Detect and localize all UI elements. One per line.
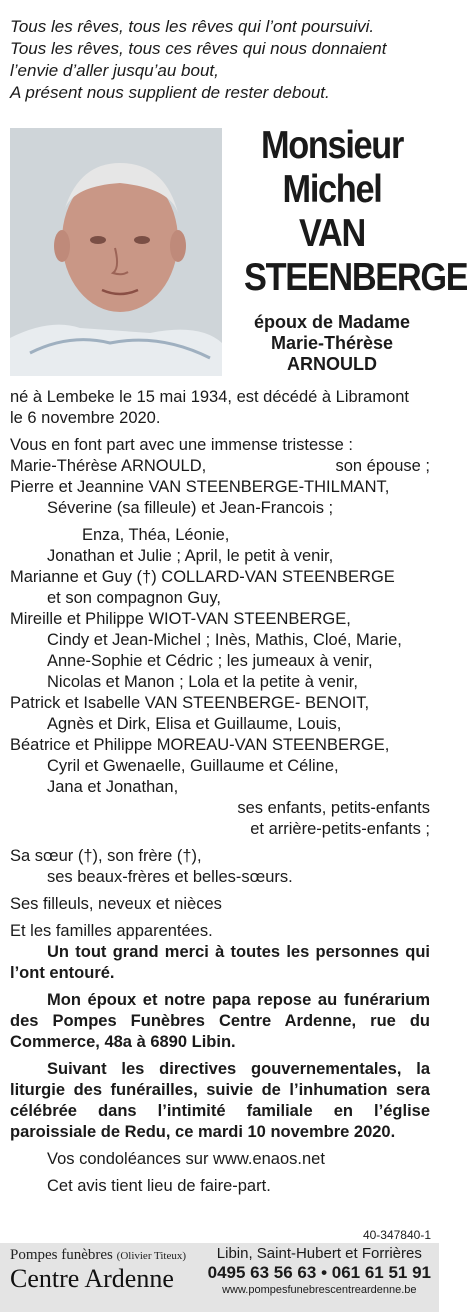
poem-line: Tous les rêves, tous les rêves qui l’ont poursuivi. bbox=[10, 17, 375, 36]
birth-line: né à Lembeke le 15 mai 1934, est décédé à Libramont bbox=[10, 388, 410, 406]
portrait-photo bbox=[10, 128, 222, 376]
poem bbox=[10, 16, 430, 104]
locations: Libin, Saint-Hubert et Forrières bbox=[216, 1245, 422, 1262]
family-line: Cindy et Jean-Michel ; Inès, Mathis, Cloé, Marie, bbox=[47, 631, 402, 649]
name-title: Monsieur bbox=[260, 124, 403, 167]
company-owner: (Olivier Titeux) bbox=[116, 1250, 187, 1262]
family-line: Anne-Sophie et Cédric ; les jumeaux à venir, bbox=[47, 652, 373, 670]
website-link[interactable]: www.pompesfunebrescentreardenne.be bbox=[222, 1284, 417, 1296]
name-first: Michel bbox=[282, 168, 382, 211]
company-small bbox=[10, 1247, 186, 1264]
company-name: Centre Ardenne bbox=[10, 1264, 174, 1293]
spouse-line: ARNOULD bbox=[287, 354, 377, 374]
family-line: Enza, Théa, Léonie, bbox=[82, 526, 230, 544]
family-line: et son compagnon Guy, bbox=[47, 589, 221, 607]
spouse-line: Marie-Thérèse bbox=[270, 333, 394, 353]
name-last-2: STEENBERGE bbox=[244, 256, 467, 299]
company-small-text: Pompes funèbres bbox=[10, 1247, 113, 1263]
relatives-line: Et les familles apparentées. bbox=[10, 922, 213, 940]
poem-line: l’envie d’aller jusqu’au bout, bbox=[10, 61, 219, 80]
wife-row bbox=[10, 456, 430, 477]
family-line: Pierre et Jeannine VAN STEENBERGE-THILMANT, bbox=[10, 478, 390, 496]
family-line: Agnès et Dirk, Elisa et Guillaume, Louis, bbox=[47, 715, 342, 733]
family-role: et arrière-petits-enfants ; bbox=[250, 820, 430, 838]
notice-line: Cet avis tient lieu de faire-part. bbox=[47, 1177, 271, 1195]
family-line: Béatrice et Philippe MOREAU-VAN STEENBERGE, bbox=[10, 736, 390, 754]
reference-number: 40-347840-1 bbox=[362, 1228, 431, 1242]
spouse-info bbox=[232, 312, 432, 375]
family-line: Patrick et Isabelle VAN STEENBERGE- BENOIT, bbox=[10, 694, 370, 712]
poem-line: Tous les rêves, tous ces rêves qui nous donnaient bbox=[10, 39, 387, 58]
godchildren-line: Ses filleuls, neveux et nièces bbox=[10, 895, 222, 913]
company-block bbox=[10, 1247, 186, 1294]
funeral-home-paragraph: Mon époux et notre papa repose au funérarium des Pompes Funèbres Centre Ardenne, rue du Commerce, 48a à 6890 Libin. bbox=[10, 991, 430, 1051]
family-line: Jonathan et Julie ; April, le petit à venir, bbox=[47, 547, 334, 565]
directives-paragraph: Suivant les directives gouvernementales, la liturgie des funérailles, suivie de l’inhumation sera célébrée dans l’intimité familiale en l’église paroissiale de Redu, ce mardi 10 novembre 2020. bbox=[10, 1060, 430, 1141]
birth-line: le 6 novembre 2020. bbox=[10, 409, 161, 427]
family-line: Nicolas et Manon ; Lola et la petite à venir, bbox=[47, 673, 358, 691]
siblings-line: Sa sœur (†), son frère (†), bbox=[10, 847, 202, 865]
spouse-line: époux de Madame bbox=[253, 312, 411, 332]
funeral-home-footer bbox=[0, 1243, 439, 1312]
deceased-name-block bbox=[232, 124, 467, 375]
thanks-paragraph: Un tout grand merci à toutes les personnes qui l’ont entouré. bbox=[10, 943, 430, 982]
contact-block bbox=[208, 1245, 431, 1297]
siblings-line: ses beaux-frères et belles-sœurs. bbox=[47, 868, 293, 886]
wife-role: son épouse ; bbox=[335, 457, 430, 475]
family-line: Marianne et Guy (†) COLLARD-VAN STEENBERGE bbox=[10, 568, 395, 586]
portrait-image bbox=[10, 128, 222, 376]
intro-line: Vous en font part avec une immense tristesse : bbox=[10, 436, 354, 454]
poem-line: A présent nous supplient de rester debout. bbox=[10, 83, 330, 102]
family-line: Mireille et Philippe WIOT-VAN STEENBERGE, bbox=[10, 610, 351, 628]
phone-numbers: 0495 63 56 63 • 061 61 51 91 bbox=[207, 1263, 431, 1282]
notice-body bbox=[10, 387, 430, 1197]
family-line: Séverine (sa filleule) et Jean-Francois ; bbox=[47, 499, 334, 517]
family-line: Jana et Jonathan, bbox=[47, 778, 179, 796]
wife-name: Marie-Thérèse ARNOULD, bbox=[10, 457, 207, 475]
condolences-line: Vos condoléances sur www.enaos.net bbox=[47, 1150, 325, 1168]
family-line: Cyril et Gwenaelle, Guillaume et Céline, bbox=[47, 757, 339, 775]
name-last-1: VAN bbox=[299, 212, 365, 255]
family-role: ses enfants, petits-enfants bbox=[237, 799, 430, 817]
